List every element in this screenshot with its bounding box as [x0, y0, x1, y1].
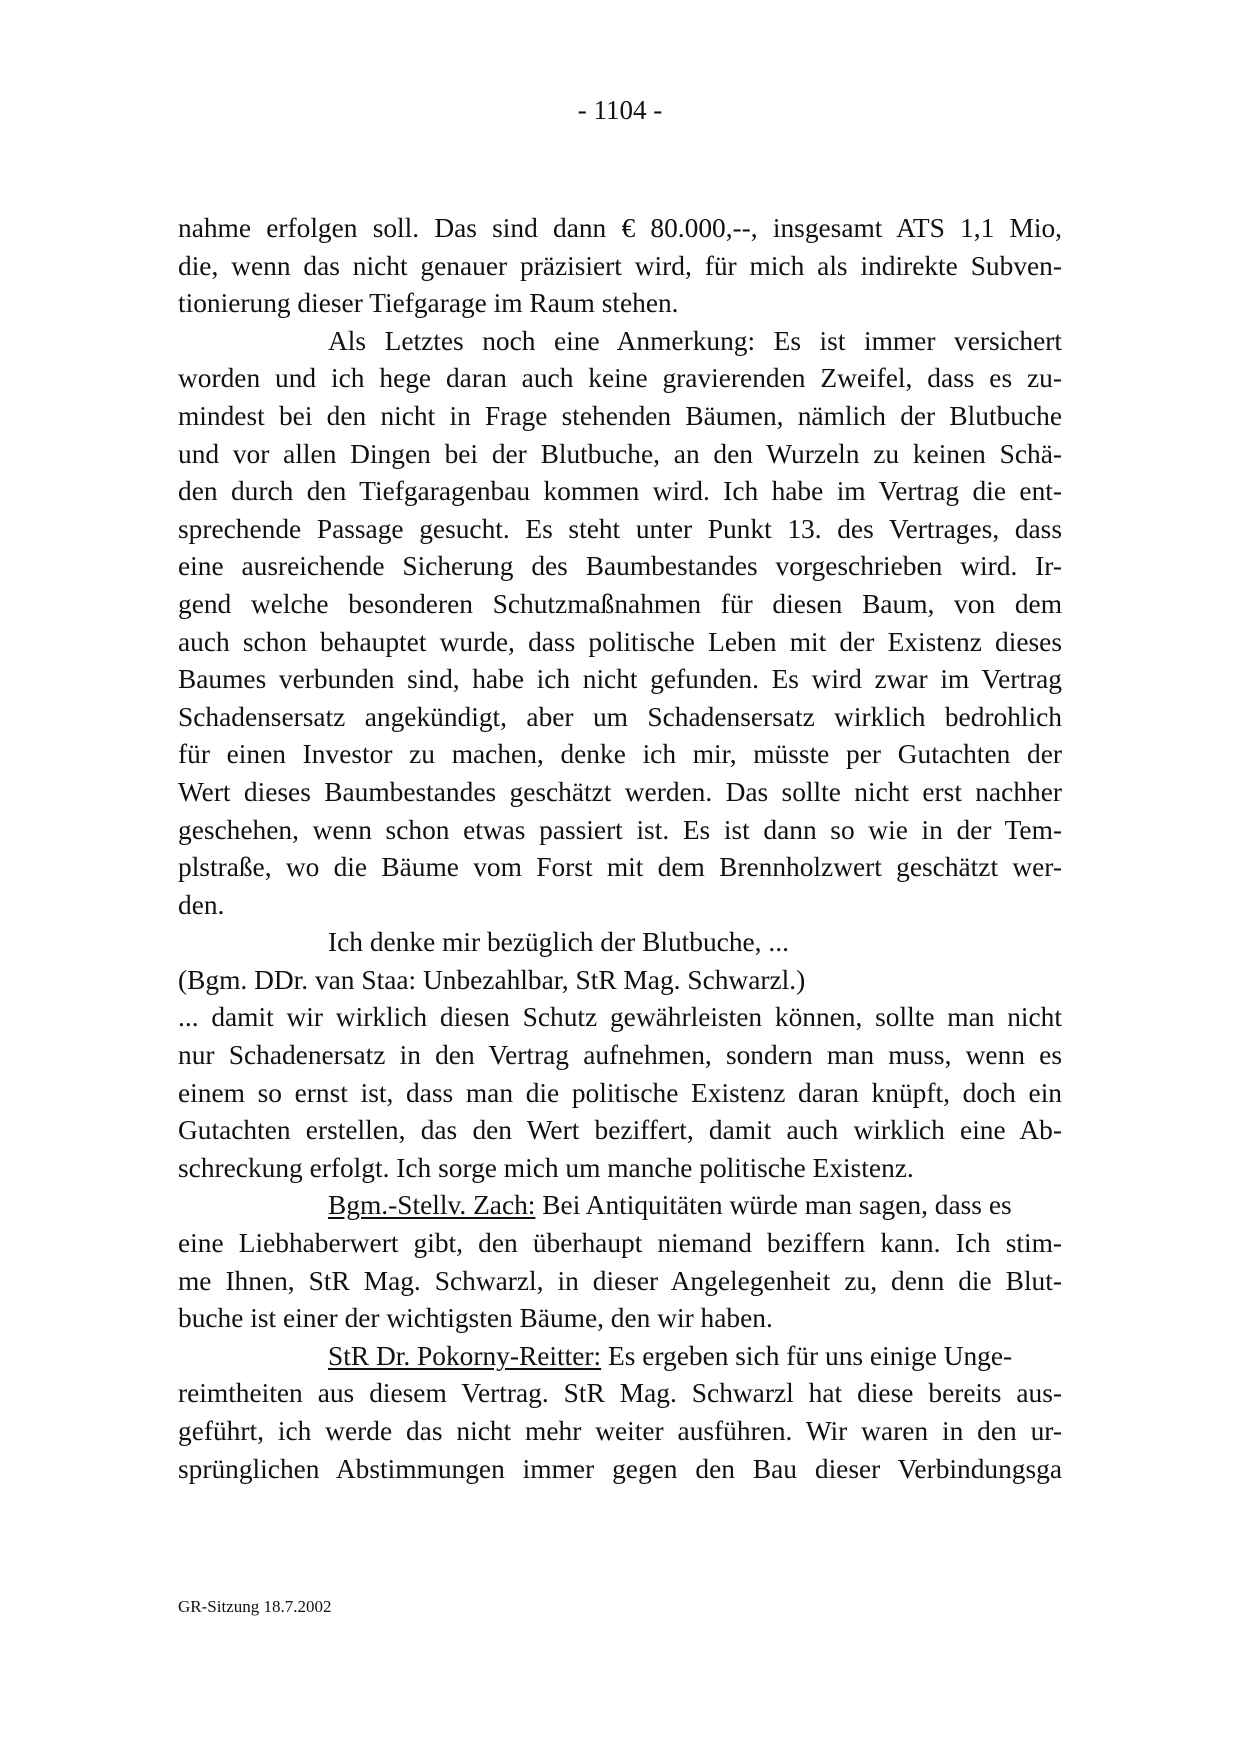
text-line: Gutachten erstellen, das den Wert beziffert, damit auch wirklich eine Ab-	[178, 1115, 1062, 1146]
text-line: einem so ernst ist, dass man die politische Existenz daran knüpft, doch ein	[178, 1077, 1062, 1108]
speaker-paragraph-line	[178, 1187, 1062, 1225]
text-line: Als Letztes noch eine Anmerkung: Es ist immer versichert	[328, 325, 1062, 356]
text-line: den.	[178, 889, 225, 920]
text-line: me Ihnen, StR Mag. Schwarzl, in dieser Angelegenheit zu, denn die Blut-	[178, 1265, 1062, 1296]
speaker-name-pokorny: StR Dr. Pokorny-Reitter:	[328, 1340, 602, 1371]
text-line: den durch den Tiefgaragenbau kommen wird. Ich habe im Vertrag die ent-	[178, 476, 1062, 507]
text-line: sprechende Passage gesucht. Es steht unter Punkt 13. des Vertrages, dass	[178, 513, 1062, 544]
text-line: und vor allen Dingen bei der Blutbuche, an den Wurzeln zu keinen Schä-	[178, 438, 1062, 469]
text-line: mindest bei den nicht in Frage stehenden Bäumen, nämlich der Blutbuche	[178, 400, 1062, 431]
text-line: Ich denke mir bezüglich der Blutbuche, ...	[328, 927, 789, 958]
text-line: reimtheiten aus diesem Vertrag. StR Mag. Schwarzl hat diese bereits aus-	[178, 1378, 1062, 1409]
text-line: buche ist einer der wichtigsten Bäume, den wir haben.	[178, 1303, 773, 1334]
footer-session-date: GR-Sitzung 18.7.2002	[178, 1597, 332, 1616]
text-line: Wert dieses Baumbestandes geschätzt werden. Das sollte nicht erst nachher	[178, 776, 1062, 807]
text-segment: Bei Antiquitäten würde man sagen, dass es	[535, 1190, 1012, 1221]
speaker-name-zach: Bgm.-Stellv. Zach:	[328, 1190, 536, 1221]
text-line: schreckung erfolgt. Ich sorge mich um manche politische Existenz.	[178, 1152, 914, 1183]
text-line: worden und ich hege daran auch keine gravierenden Zweifel, dass es zu-	[178, 363, 1062, 394]
text-line: nur Schadenersatz in den Vertrag aufnehmen, sondern man muss, wenn es	[178, 1040, 1062, 1071]
text-line: Schadensersatz angekündigt, aber um Schadensersatz wirklich bedrohlich	[178, 701, 1062, 732]
page-number: - 1104 -	[577, 95, 663, 125]
text-segment: Es ergeben sich für uns einige Unge-	[601, 1340, 1013, 1371]
text-line: für einen Investor zu machen, denke ich mir, müsste per Gutachten der	[178, 739, 1062, 770]
text-line: eine Liebhaberwert gibt, den überhaupt niemand beziffern kann. Ich stim-	[178, 1228, 1062, 1259]
text-line: sprünglichen Abstimmungen immer gegen den Bau dieser Verbindungsga	[178, 1453, 1062, 1484]
text-line: ... damit wir wirklich diesen Schutz gewährleisten können, sollte man nicht	[178, 1002, 1062, 1033]
text-line: eine ausreichende Sicherung des Baumbestandes vorgeschrieben wird. Ir-	[178, 551, 1062, 582]
text-line: geschehen, wenn schon etwas passiert ist. Es ist dann so wie in der Tem-	[178, 814, 1062, 845]
text-line: Baumes verbunden sind, habe ich nicht gefunden. Es wird zwar im Vertrag	[178, 664, 1062, 695]
interjection-line: (Bgm. DDr. van Staa: Unbezahlbar, StR Mag. Schwarzl.)	[178, 964, 806, 995]
text-line: tionierung dieser Tiefgarage im Raum stehen.	[178, 288, 679, 319]
text-line: gend welche besonderen Schutzmaßnahmen für diesen Baum, von dem	[178, 588, 1062, 619]
text-line: nahme erfolgen soll. Das sind dann € 80.000,--, insgesamt ATS 1,1 Mio,	[178, 213, 1062, 243]
text-line: geführt, ich werde das nicht mehr weiter ausführen. Wir waren in den ur-	[178, 1416, 1062, 1446]
body-text	[178, 210, 1062, 1488]
speaker-paragraph-line	[178, 1338, 1062, 1376]
text-line: die, wenn das nicht genauer präzisiert wird, für mich als indirekte Subven-	[178, 250, 1062, 281]
text-line: plstraße, wo die Bäume vom Forst mit dem Brennholzwert geschätzt wer-	[178, 852, 1062, 883]
text-line: auch schon behauptet wurde, dass politische Leben mit der Existenz dieses	[178, 626, 1062, 657]
